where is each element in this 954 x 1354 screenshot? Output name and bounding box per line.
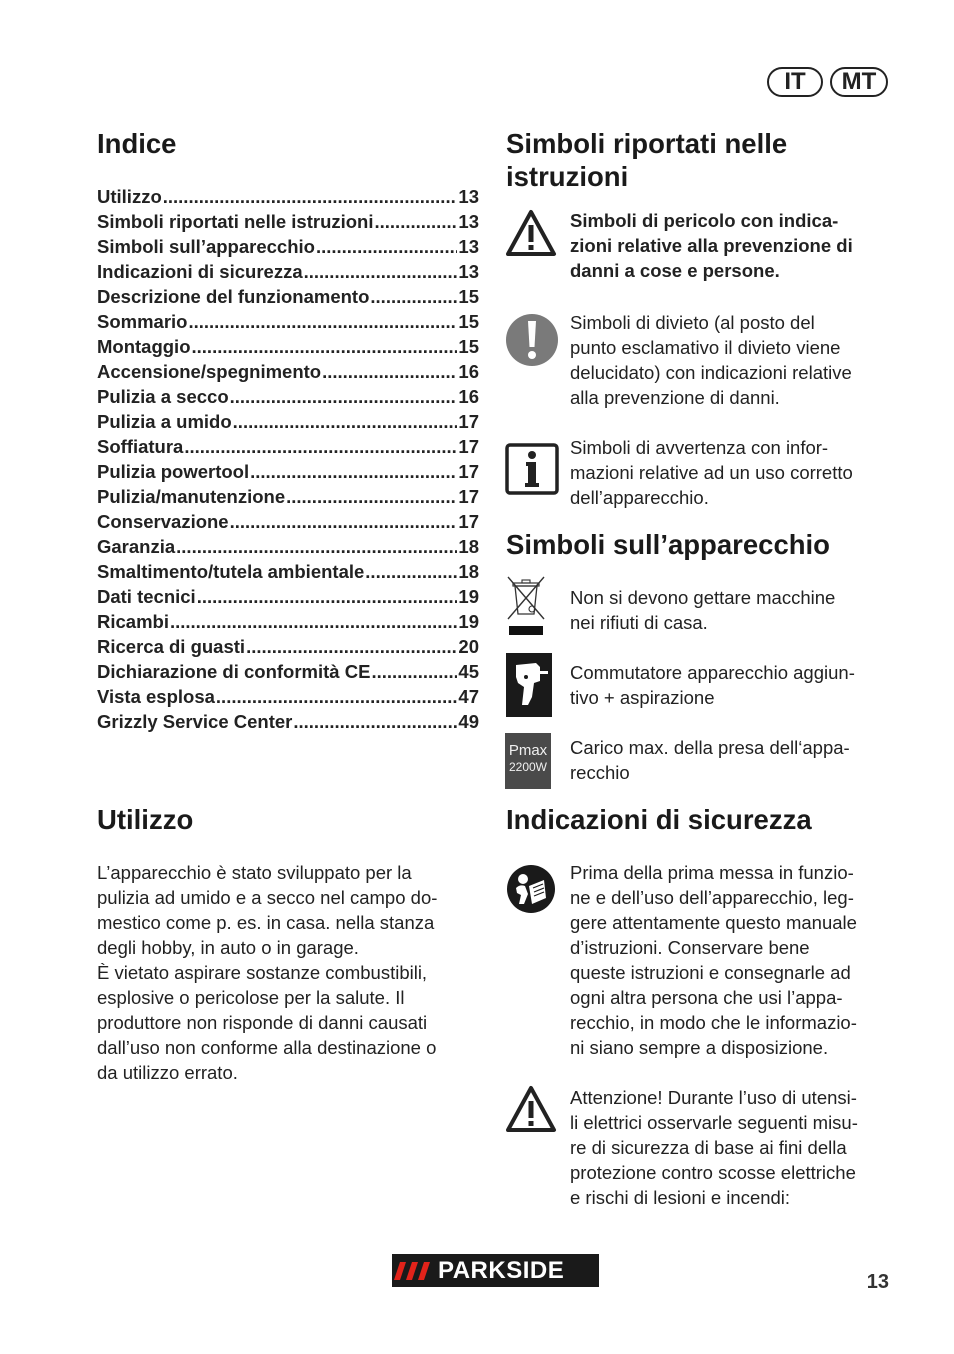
text-line: alla prevenzione di danni.	[570, 387, 780, 408]
toc-label: Indicazioni di sicurezza	[97, 261, 303, 282]
toc-leader	[170, 609, 457, 634]
text-line: Simboli di avvertenza con infor-	[570, 437, 829, 458]
toc-label: Pulizia a secco	[97, 386, 229, 407]
toc-label: Pulizia/manutenzione	[97, 486, 286, 507]
toc-row	[97, 609, 479, 634]
text-line: recchio	[570, 762, 630, 783]
text-line: esplosive o pericolose per la salute. Il	[97, 987, 405, 1008]
toc-page: 17	[458, 411, 479, 432]
toc-row	[97, 659, 479, 684]
toc-label: Soffiatura	[97, 436, 184, 457]
toc-label: Grizzly Service Center	[97, 711, 293, 732]
pmax-icon	[505, 733, 551, 789]
warning-triangle-icon	[505, 1085, 557, 1133]
toc-page: 20	[458, 636, 479, 657]
info-icon	[505, 443, 559, 495]
text-line: Simboli di pericolo con indica-	[570, 210, 839, 231]
toc-row	[97, 259, 479, 284]
toc-label: Descrizione del funzionamento	[97, 286, 370, 307]
toc-row	[97, 309, 479, 334]
text-line: e rischi di lesioni e incendi:	[570, 1187, 791, 1208]
toc-label: Accensione/spegnimento	[97, 361, 322, 382]
toc-page: 17	[458, 436, 479, 457]
text-line: L’apparecchio è stato sviluppato per la	[97, 862, 412, 883]
toc-leader	[188, 309, 457, 334]
toc-page: 16	[458, 386, 479, 407]
table-of-contents	[97, 184, 479, 734]
toc-leader	[216, 684, 458, 709]
toc-label: Utilizzo	[97, 186, 162, 207]
toc-leader	[176, 534, 457, 559]
symbol-prohibition-text	[570, 310, 900, 410]
page-number: 13	[866, 1271, 889, 1293]
toc-row	[97, 534, 479, 559]
toc-label: Dati tecnici	[97, 586, 196, 607]
toc-row	[97, 709, 479, 734]
toc-leader	[230, 384, 458, 409]
text-line: degli hobby, in auto o in garage.	[97, 937, 359, 958]
toc-leader	[197, 584, 458, 609]
power-tool-icon	[506, 653, 552, 717]
toc-label: Vista esplosa	[97, 686, 215, 707]
text-line: queste istruzioni e consegnarle ad	[570, 962, 851, 983]
toc-row	[97, 434, 479, 459]
toc-row	[97, 359, 479, 384]
toc-leader	[316, 234, 457, 259]
text-line: pulizia ad umido e a secco nel campo do-	[97, 887, 438, 908]
toc-leader	[371, 659, 457, 684]
toc-page: 13	[458, 261, 479, 282]
read-manual-icon	[506, 864, 556, 914]
toc-leader	[304, 259, 458, 284]
text-line: punto esclamativo il divieto viene	[570, 337, 841, 358]
toc-page: 15	[458, 286, 479, 307]
text-line: Non si devono gettare macchine	[570, 587, 836, 608]
symbol-pmax-text	[570, 735, 900, 785]
toc-row	[97, 284, 479, 309]
toc-leader	[163, 184, 458, 209]
lang-badge-mt: MT	[830, 67, 888, 97]
pmax-icon-label: Pmax	[508, 742, 548, 759]
index-title: Indice	[97, 128, 177, 159]
text-line: recchio, in modo che le informazio-	[570, 1012, 857, 1033]
text-line: re di sicurezza di base ai fini della	[570, 1137, 847, 1158]
utilizzo-text	[97, 860, 487, 1085]
toc-page: 47	[458, 686, 479, 707]
toc-row	[97, 409, 479, 434]
toc-row	[97, 384, 479, 409]
text-line: d’istruzioni. Conservare bene	[570, 937, 810, 958]
toc-page: 19	[458, 586, 479, 607]
symbol-danger-text	[570, 208, 900, 283]
text-line: ne e dell’uso dell’apparecchio, leg-	[570, 887, 854, 908]
toc-leader	[293, 709, 457, 734]
toc-page: 17	[458, 486, 479, 507]
text-line: da utilizzo errato.	[97, 1062, 238, 1083]
toc-page: 19	[458, 611, 479, 632]
text-line: gere attentamente questo manuale	[570, 912, 857, 933]
title-line: Simboli riportati nelle	[506, 128, 788, 159]
toc-label: Garanzia	[97, 536, 176, 557]
toc-leader	[365, 559, 457, 584]
toc-label: Simboli riportati nelle istruzioni	[97, 211, 374, 232]
toc-page: 13	[458, 236, 479, 257]
text-line: produttore non risponde di danni causati	[97, 1012, 428, 1033]
toc-leader	[375, 209, 458, 234]
logo-wordmark: PARKSIDE	[438, 1257, 565, 1284]
toc-leader	[184, 434, 457, 459]
toc-page: 16	[458, 361, 479, 382]
text-line: mazioni relative ad un uso corretto	[570, 462, 853, 483]
toc-label: Ricerca di guasti	[97, 636, 246, 657]
toc-leader	[322, 359, 457, 384]
crossed-bin-icon	[505, 574, 547, 636]
toc-label: Sommario	[97, 311, 188, 332]
simboli-istruzioni-title	[506, 127, 787, 193]
toc-page: 49	[458, 711, 479, 732]
logo-stripes-icon	[392, 1254, 438, 1287]
text-line: dell’apparecchio.	[570, 487, 709, 508]
toc-label: Smaltimento/tutela ambientale	[97, 561, 365, 582]
toc-label: Dichiarazione di conformità CE	[97, 661, 371, 682]
toc-row	[97, 234, 479, 259]
toc-page: 17	[458, 511, 479, 532]
toc-leader	[192, 334, 458, 359]
toc-row	[97, 559, 479, 584]
prohibition-icon	[505, 313, 559, 367]
toc-row	[97, 459, 479, 484]
text-line: delucidato) con indicazioni relative	[570, 362, 852, 383]
toc-row	[97, 484, 479, 509]
toc-leader	[250, 459, 457, 484]
toc-label: Ricambi	[97, 611, 169, 632]
toc-leader	[246, 634, 457, 659]
toc-leader	[230, 509, 458, 534]
attention-text	[570, 1085, 910, 1210]
symbol-powertool-text	[570, 660, 900, 710]
text-line: È vietato aspirare sostanze combustibili,	[97, 962, 428, 983]
toc-row	[97, 334, 479, 359]
toc-leader	[286, 484, 457, 509]
toc-page: 15	[458, 336, 479, 357]
toc-page: 45	[458, 661, 479, 682]
toc-label: Pulizia powertool	[97, 461, 250, 482]
toc-row	[97, 209, 479, 234]
text-line: Prima della prima messa in funzio-	[570, 862, 854, 883]
text-line: dall’uso non conforme alla destinazione o	[97, 1037, 437, 1058]
text-line: protezione contro scosse elettriche	[570, 1162, 856, 1183]
toc-label: Simboli sull’apparecchio	[97, 236, 315, 257]
toc-row	[97, 584, 479, 609]
toc-page: 15	[458, 311, 479, 332]
text-line: danni a cose e persone.	[570, 260, 780, 281]
text-line: Simboli di divieto (al posto del	[570, 312, 815, 333]
text-line: tivo + aspirazione	[570, 687, 715, 708]
parkside-logo	[392, 1254, 599, 1287]
toc-page: 18	[458, 561, 479, 582]
title-line: istruzioni	[506, 161, 629, 192]
pmax-icon-value: 2200W	[508, 760, 548, 774]
warning-triangle-icon	[505, 209, 557, 257]
lang-badge-it: IT	[767, 67, 823, 97]
simboli-apparecchio-title: Simboli sull’apparecchio	[506, 529, 830, 560]
read-manual-text	[570, 860, 910, 1060]
text-line: ni siano sempre a disposizione.	[570, 1037, 829, 1058]
utilizzo-title: Utilizzo	[97, 804, 194, 835]
text-line: Carico max. della presa dell‘appa-	[570, 737, 850, 758]
toc-row	[97, 634, 479, 659]
toc-page: 18	[458, 536, 479, 557]
toc-label: Montaggio	[97, 336, 191, 357]
symbol-bin-text	[570, 585, 900, 635]
text-line: zioni relative alla prevenzione di	[570, 235, 853, 256]
toc-leader	[233, 409, 458, 434]
toc-label: Pulizia a umido	[97, 411, 232, 432]
toc-row	[97, 509, 479, 534]
text-line: Attenzione! Durante l’uso di utensi-	[570, 1087, 857, 1108]
toc-page: 13	[458, 186, 479, 207]
text-line: nei rifiuti di casa.	[570, 612, 708, 633]
text-line: Commutatore apparecchio aggiun-	[570, 662, 855, 683]
toc-row	[97, 684, 479, 709]
text-line: ogni altra persona che usi l’appa-	[570, 987, 843, 1008]
toc-row	[97, 184, 479, 209]
text-line: li elettrici osservarle seguenti misu-	[570, 1112, 858, 1133]
toc-leader	[370, 284, 457, 309]
toc-label: Conservazione	[97, 511, 229, 532]
toc-page: 17	[458, 461, 479, 482]
symbol-info-text	[570, 435, 900, 510]
text-line: mestico come p. es. in casa. nella stanza	[97, 912, 435, 933]
sicurezza-title: Indicazioni di sicurezza	[506, 804, 812, 835]
toc-page: 13	[458, 211, 479, 232]
